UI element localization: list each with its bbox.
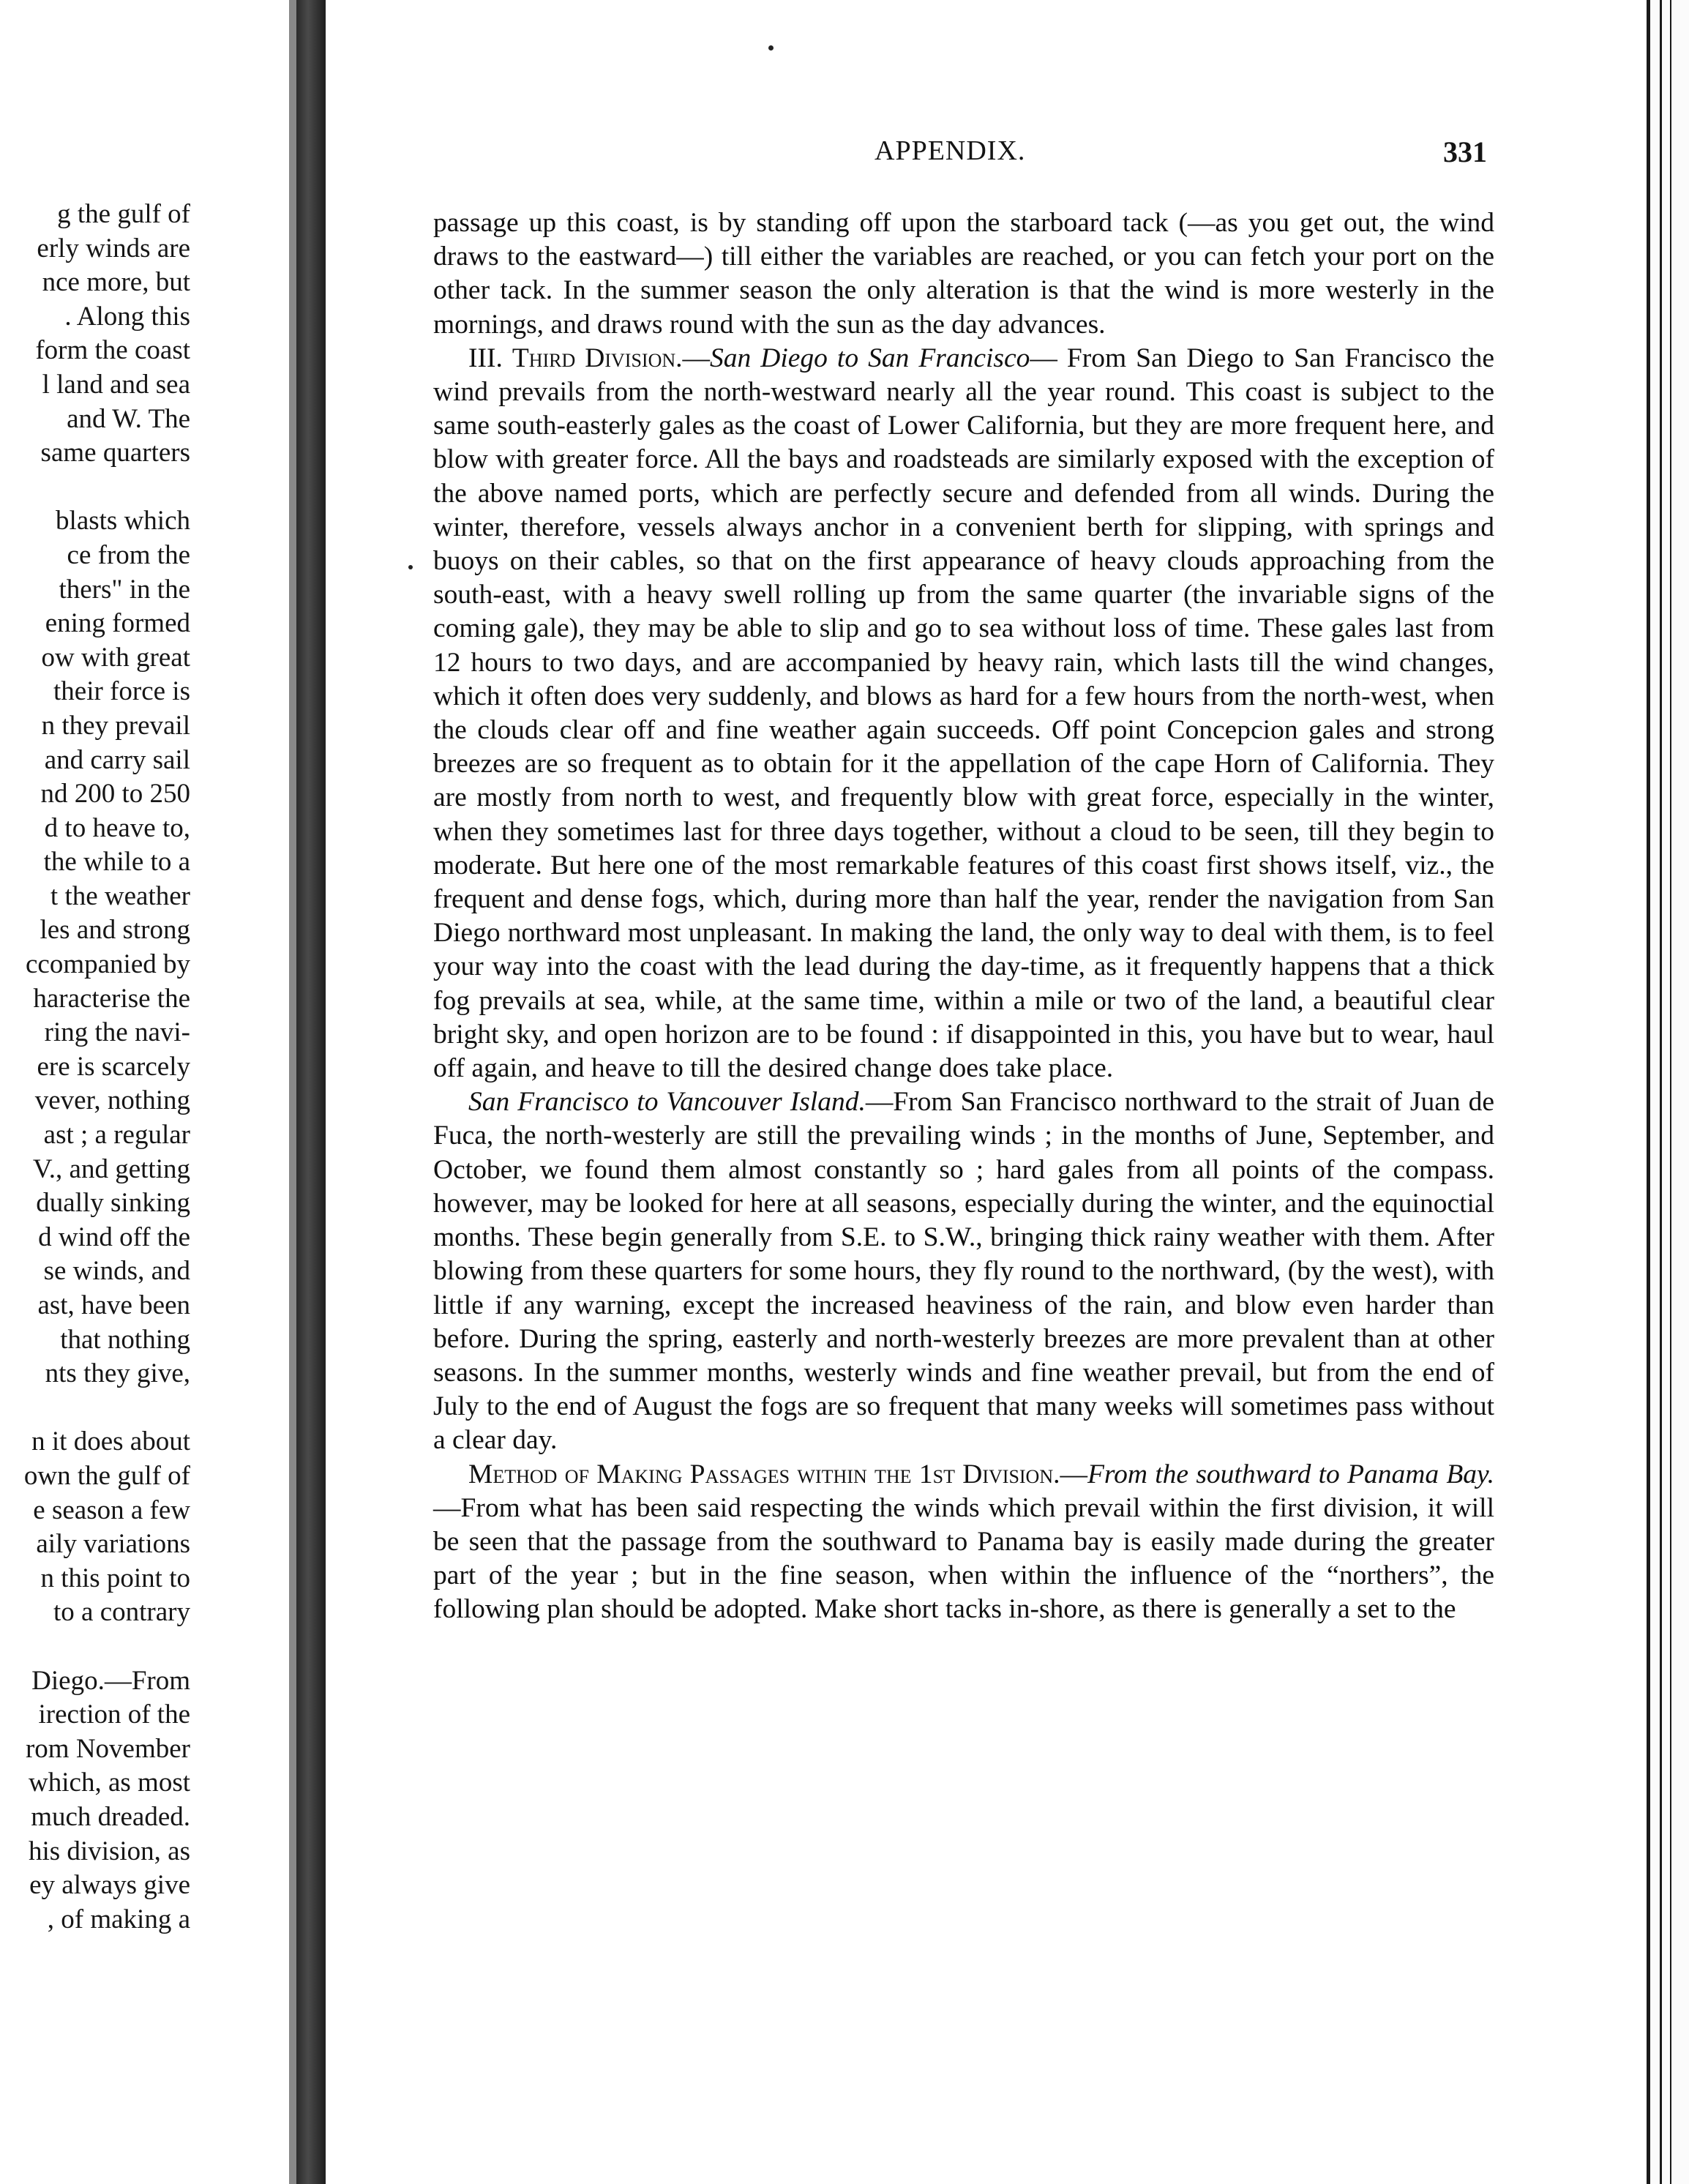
- left-page-line: own the gulf of: [23, 1460, 190, 1491]
- left-page-line: ere is scarcely: [37, 1051, 190, 1082]
- ink-speck: [768, 45, 774, 51]
- line-gap: [0, 471, 190, 505]
- section-subheading: San Diego to San Francisco: [710, 343, 1030, 373]
- paragraph-3-text: —From San Francisco northward to the strait of Juan de Fuca, the north-westerly are still the prevailing winds ; in the months of June, September, and October, we found them almost constantly so ; hard gales from all points of the compass. however, may be looked for here at all seasons, especially during the winter, and the equinoctial months. These begin generally from S.E. to S.W., bringing thick rainy weather with them. After blowing from these quarters for some hours, they fly round to the northward, (by the west), with little if any warning, except the increased heaviness of the rain, and blow even harder than before. During the spring, easterly and north-westerly breezes are more prevalent than at other seasons. In the summer months, westerly winds and fine weather prevail, but from the end of July to the end of August the fogs are so frequent that many weeks will sometimes pass without a clear day.: [433, 1087, 1494, 1456]
- left-page-line: l land and sea: [42, 369, 190, 400]
- left-page-line: which, as most: [29, 1768, 190, 1798]
- gutter-highlight: [289, 0, 296, 2184]
- left-page-line: e season a few: [33, 1495, 190, 1525]
- left-page-line: vever, nothing: [34, 1085, 190, 1116]
- left-page-line: that nothing: [60, 1324, 190, 1355]
- page-body: [433, 206, 1494, 1627]
- page-edge-line: [1670, 0, 1671, 2184]
- line-gap: [0, 1391, 190, 1426]
- left-page-line: ce from the: [67, 539, 190, 570]
- section-heading: Third Division.: [512, 343, 683, 373]
- left-page-line: form the coast: [35, 335, 190, 366]
- paragraph-4-text: —From what has been said respecting the winds which prevail within the first division, it will be seen that the passage from the southward to Panama bay is easily made during the greater part of the year ; but in the fine season, when within the influence of the “northers”, the following plan should be adopted. Make short tacks in-shore, as there is generally a set to the: [433, 1492, 1494, 1625]
- left-page-line: . Along this: [64, 301, 190, 332]
- left-page-line: les and strong: [40, 915, 190, 946]
- paragraph-2: [433, 342, 1494, 1085]
- left-page-line: rom November: [25, 1733, 190, 1764]
- left-page-line: irection of the: [38, 1699, 190, 1730]
- left-page-line: aily variations: [36, 1529, 190, 1560]
- left-page-line: same quarters: [40, 438, 190, 468]
- left-page-line: thers" in the: [59, 574, 190, 605]
- left-page-line: ow with great: [41, 642, 190, 673]
- left-page-line: n this point to: [40, 1563, 190, 1593]
- left-page-line: erly winds are: [37, 233, 190, 263]
- left-page-line: his division, as: [29, 1836, 190, 1866]
- ink-speck: [408, 565, 413, 569]
- left-page-line: ast, have been: [37, 1290, 190, 1320]
- left-page-line: t the weather: [50, 880, 190, 911]
- line-gap: [0, 1630, 190, 1664]
- left-page-line: Diego.—From: [31, 1665, 190, 1696]
- running-header: APPENDIX.: [875, 135, 1026, 166]
- paragraph-4: [433, 1458, 1494, 1627]
- section-heading: Method of Making Passages within the 1st Division.: [468, 1459, 1060, 1489]
- left-page-line: se winds, and: [43, 1256, 190, 1287]
- left-page-line: ey always give: [29, 1870, 190, 1901]
- page-number: 331: [1443, 135, 1487, 168]
- page-edge: [1647, 0, 1689, 2184]
- left-page-line: d to heave to,: [44, 812, 190, 843]
- left-page-line: ast ; a regular: [43, 1120, 190, 1151]
- left-page-fragment: [0, 198, 190, 1937]
- left-page-line: ening formed: [45, 608, 190, 639]
- left-page-line: to a contrary: [53, 1597, 190, 1628]
- left-page-line: blasts which: [56, 506, 190, 536]
- left-page-line: their force is: [53, 676, 190, 707]
- left-page-line: and carry sail: [44, 744, 190, 775]
- left-page-line: n they prevail: [41, 710, 190, 741]
- section-number: III.: [468, 343, 512, 373]
- book-gutter: [296, 0, 326, 2184]
- paragraph-3: [433, 1085, 1494, 1457]
- heading-dash: —: [1060, 1459, 1087, 1489]
- left-page-line: , of making a: [47, 1904, 190, 1934]
- left-page-line: d wind off the: [38, 1222, 190, 1252]
- paragraph-1: passage up this coast, is by standing off upon the starboard tack (—as you get out, the wind draws to the eastward—) till either the variables are reached, or you can fetch your port on the other tack. In the summer season the only alteration is that the wind is more westerly in the mornings, and draws round with the sun as the day advances.: [433, 208, 1494, 340]
- left-page-line: much dreaded.: [31, 1801, 190, 1832]
- heading-dash: —: [682, 343, 711, 373]
- paragraph-2-text: — From San Diego to San Francisco the wind prevails from the north-westward nearly all the year round. This coast is subject to the same south-easterly gales as the coast of Lower California, but they are more frequent here, and blow with greater force. All the bays and roadsteads are similarly exposed with the exception of the above named ports, which are perfectly secure and defended from all winds. During the winter, therefore, vessels always anchor in a convenient berth for slipping, with springs and buoys on their cables, so that on the first appearance of heavy clouds approaching from the south-east, with a heavy swell rolling up from the same quarter (the invariable signs of the coming gale), they may be able to slip and go to sea without loss of time. These gales last from 12 hours to two days, and are accompanied by heavy rain, which lasts till the wind changes, which it often does very suddenly, and blows as hard for a few hours from the north-west, when the clouds clear off and fine weather again succeeds. Off point Concepcion gales and strong breezes are so frequent as to obtain for it the appellation of the cape Horn of California. They are mostly from north to west, and frequently blow with great force, especially in the winter, when they sometimes last for three days together, without a cloud to be seen, till they begin to moderate. But here one of the most remarkable features of this coast first shows itself, viz., the frequent and dense fogs, which, during more than half the year, render the navigation from San Diego northward most unpleasant. In making the land, the only way to deal with them, is to feel your way into the coast with the lead during the day-time, as it frequently happens that a thick fog prevails at sea, while, at the same time, within a mile or two of the land, a beautiful clear bright sky, and open horizon are to be found : if disappointed in this, you have but to wear, haul off again, and heave to till the desired change does take place.: [433, 343, 1495, 1084]
- left-page-line: ring the navi-: [44, 1017, 190, 1048]
- left-page-line: haracterise the: [33, 983, 190, 1014]
- left-page-line: g the gulf of: [57, 199, 190, 229]
- section-subheading: San Francisco to Vancouver Island.: [468, 1087, 866, 1118]
- left-page-line: ccompanied by: [26, 949, 190, 980]
- left-page-line: nce more, but: [42, 267, 190, 298]
- left-page-line: dually sinking: [36, 1188, 190, 1219]
- left-page-line: n it does about: [31, 1426, 190, 1457]
- page-edge-line: [1660, 0, 1662, 2184]
- left-page-line: nts they give,: [45, 1358, 190, 1389]
- left-page-line: the while to a: [43, 847, 190, 878]
- left-page-line: V., and getting: [32, 1153, 190, 1184]
- left-page-line: nd 200 to 250: [40, 779, 190, 809]
- section-subheading: From the southward to Panama Bay.: [1087, 1459, 1494, 1489]
- page-edge-line: [1647, 0, 1650, 2184]
- left-page-line: and W. The: [67, 403, 190, 434]
